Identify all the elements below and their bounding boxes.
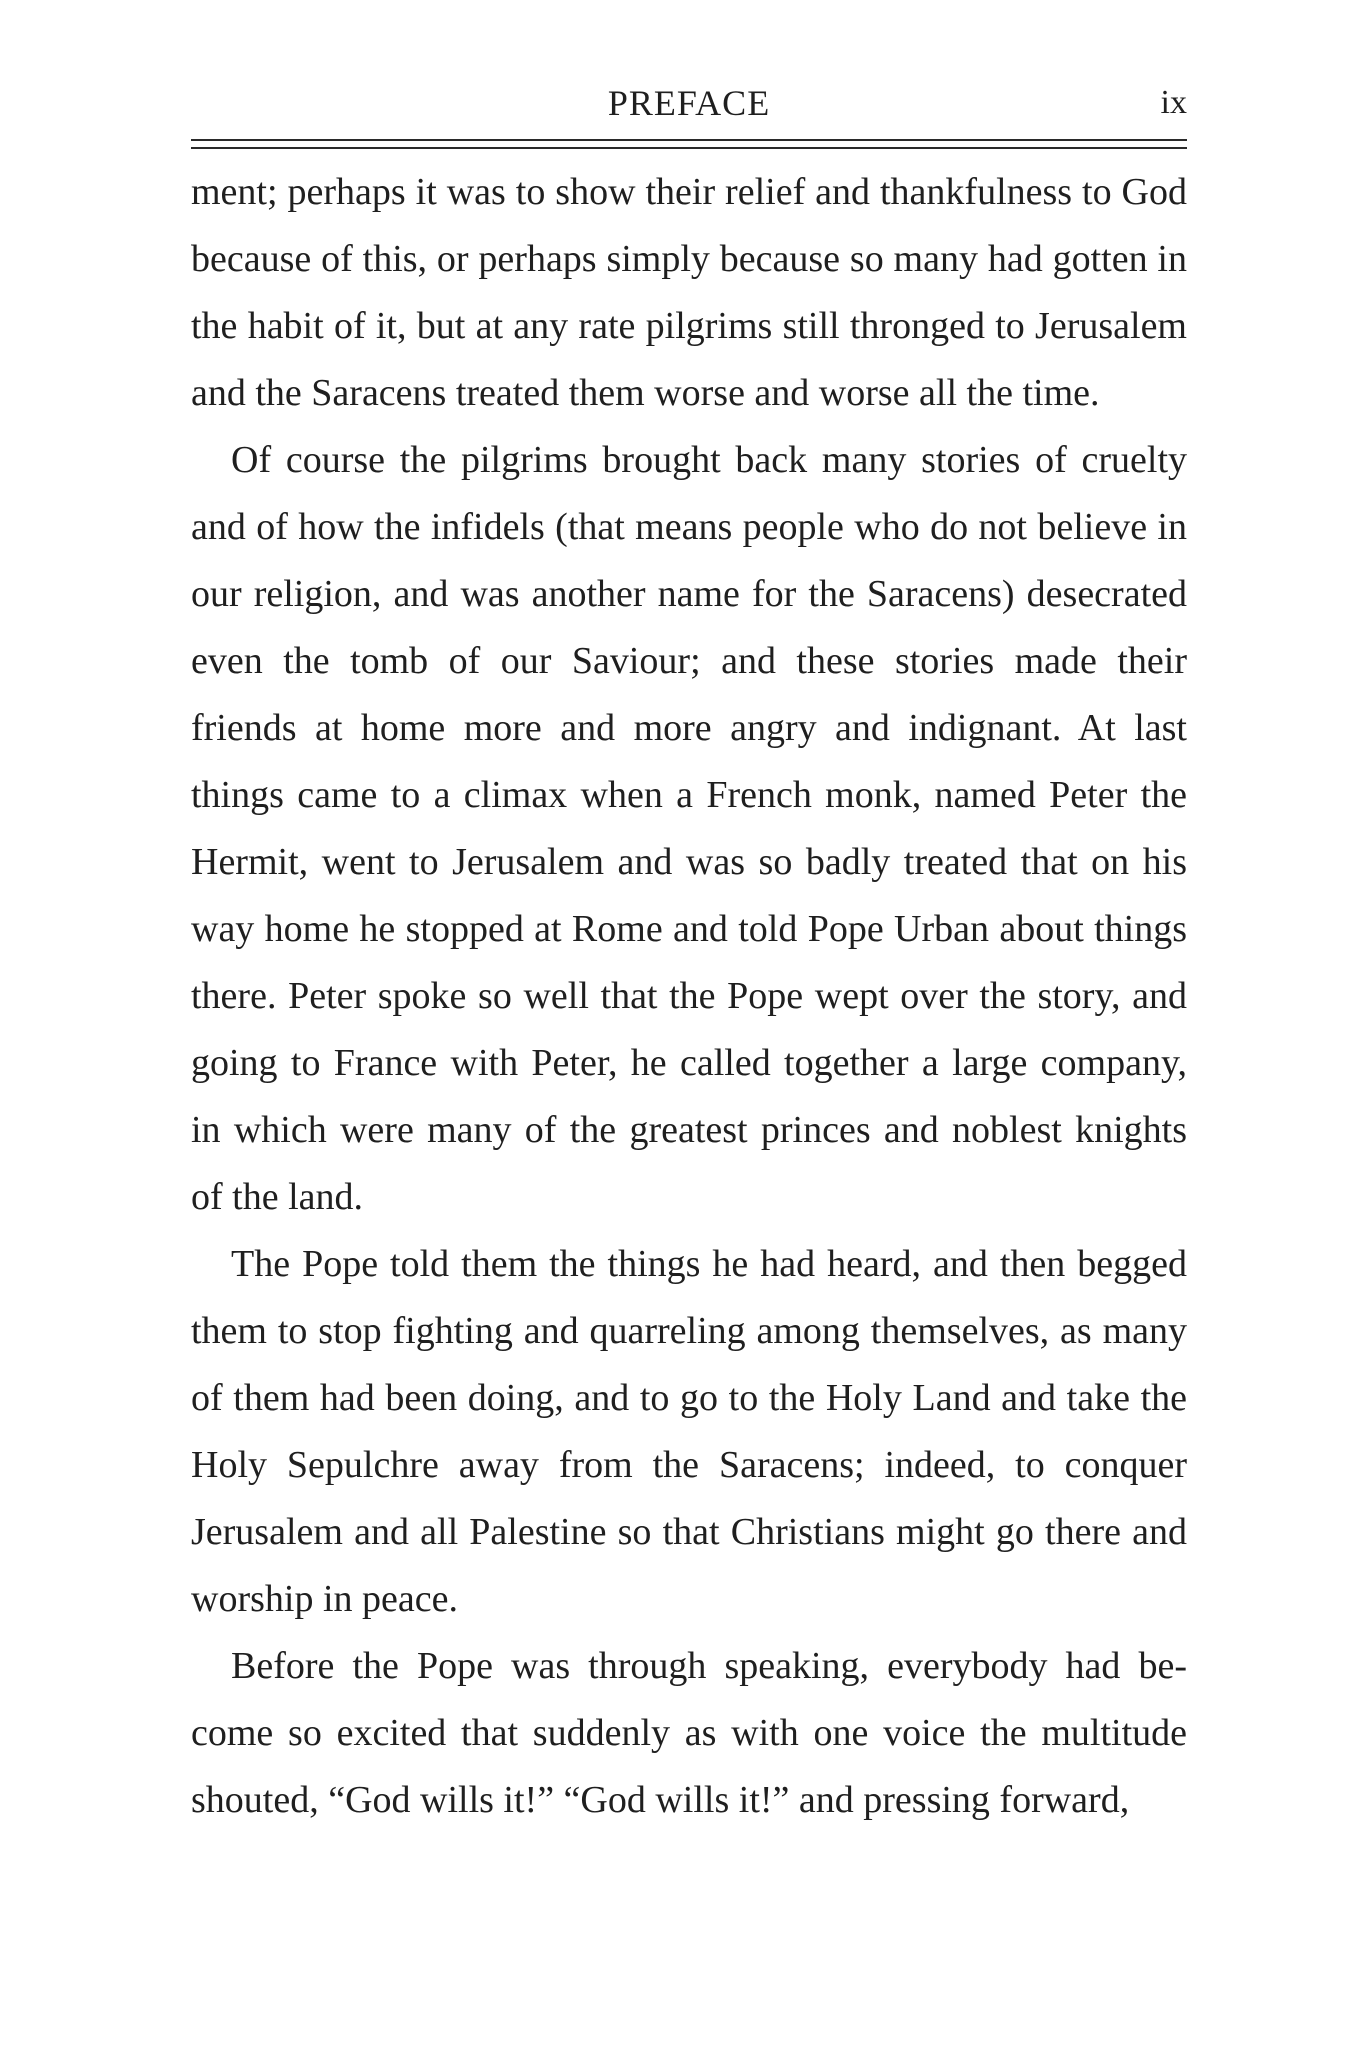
paragraph: Before the Pope was through speaking, everybody had become so excited that suddenly as with one voice the multitude shouted, “God wills it!” “God wills it!” and pressing forward, [191, 1645, 1187, 1821]
body-text [191, 159, 1187, 1834]
header-rule-top [191, 139, 1187, 141]
paragraph: The Pope told them the things he had heard, and then begged them to stop fighting and quarreling among themselves, as many of them had been doing, and to go to the Holy Land and take the Holy Sepulchre away from the Saracens; indeed, to conquer Jerusalem and all Palestine so that Christians might go there and worship in peace. [191, 1243, 1187, 1620]
running-head [191, 78, 1187, 128]
page-number: ix [1160, 84, 1187, 121]
running-head-title: PREFACE [607, 83, 771, 123]
paragraph: Of course the pilgrims brought back many stories of cruelty and of how the infidels (that means people who do not believe in our religion, and was another name for the Saracens) desecrated even the tomb of our Saviour; and these stories made their friends at home more and more angry and indignant. At last things came to a climax when a French monk, named Peter the Hermit, went to Jerusalem and was so badly treated that on his way home he stopped at Rome and told Pope Urban about things there. Peter spoke so well that the Pope wept over the story, and going to France with Peter, he called together a large company, in which were many of the greatest princes and noblest knights of the land. [191, 439, 1187, 1218]
paragraph-continued: ment; perhaps it was to show their relief and thankfulness to God because of this, or perhaps simply because so many had gotten in the habit of it, but at any rate pilgrims still thronged to Jerusalem and the Saracens treated them worse and worse all the time. [191, 171, 1187, 414]
header-rule-bottom [191, 147, 1187, 149]
